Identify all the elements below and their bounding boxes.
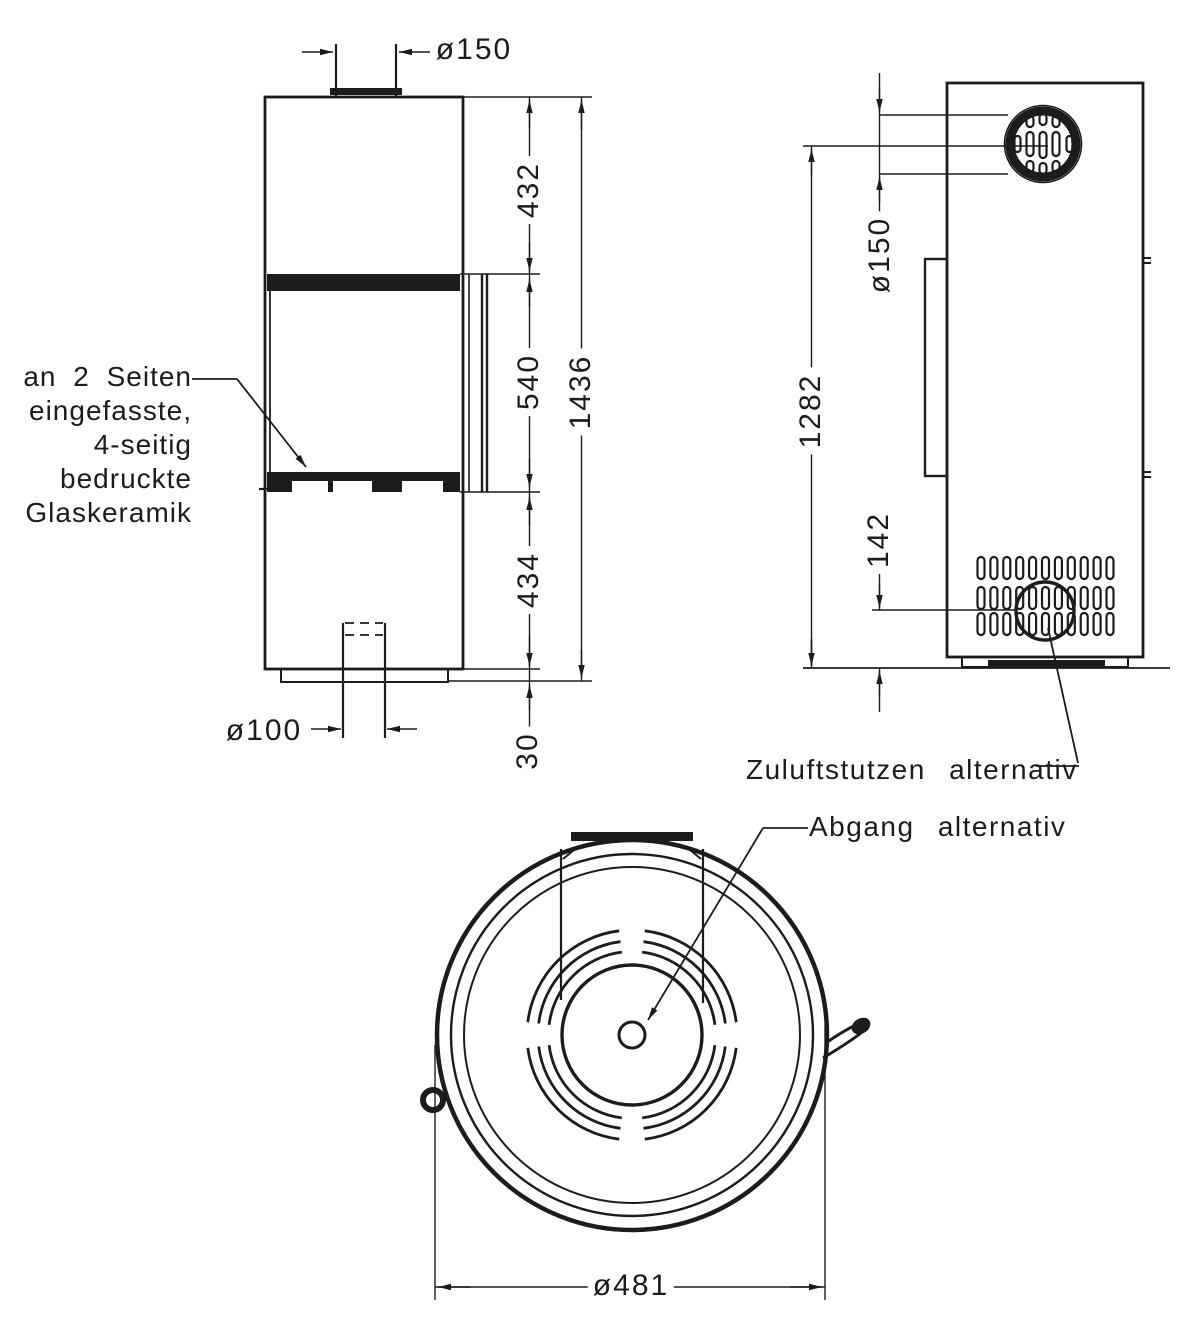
glass-note-line: Glaskeramik — [25, 497, 192, 528]
dim-side-flue-diameter: ø150 — [863, 211, 897, 299]
dim-front-flue-diameter: ø150 — [431, 33, 517, 67]
side-view — [803, 73, 1170, 766]
glass-note-line: an 2 Seiten — [23, 361, 192, 392]
dim-plinth-height: 30 — [511, 726, 545, 775]
glass-note-line: 4-seitig — [93, 429, 192, 460]
dim-air-inlet-center-height: 142 — [862, 506, 896, 574]
dim-body-diameter: ø481 — [588, 1269, 674, 1303]
dim-bottom-section-height: 434 — [512, 546, 546, 614]
dim-total-height: 1436 — [564, 349, 598, 436]
glass-note-line: bedruckte — [60, 463, 192, 494]
top-view — [423, 828, 873, 1300]
glass-ceramic-note — [22, 360, 192, 530]
glass-note-line: eingefasste, — [29, 395, 192, 426]
air-inlet-leader-label: Zuluftstutzen alternativ — [746, 754, 1078, 785]
dim-flue-center-height: 1282 — [794, 368, 828, 455]
dim-glass-height: 540 — [512, 348, 546, 416]
dim-bottom-inlet-diameter: ø100 — [221, 714, 307, 748]
flue-outlet-leader-label: Abgang alternativ — [809, 811, 1067, 842]
dim-top-section-height: 432 — [512, 156, 546, 224]
